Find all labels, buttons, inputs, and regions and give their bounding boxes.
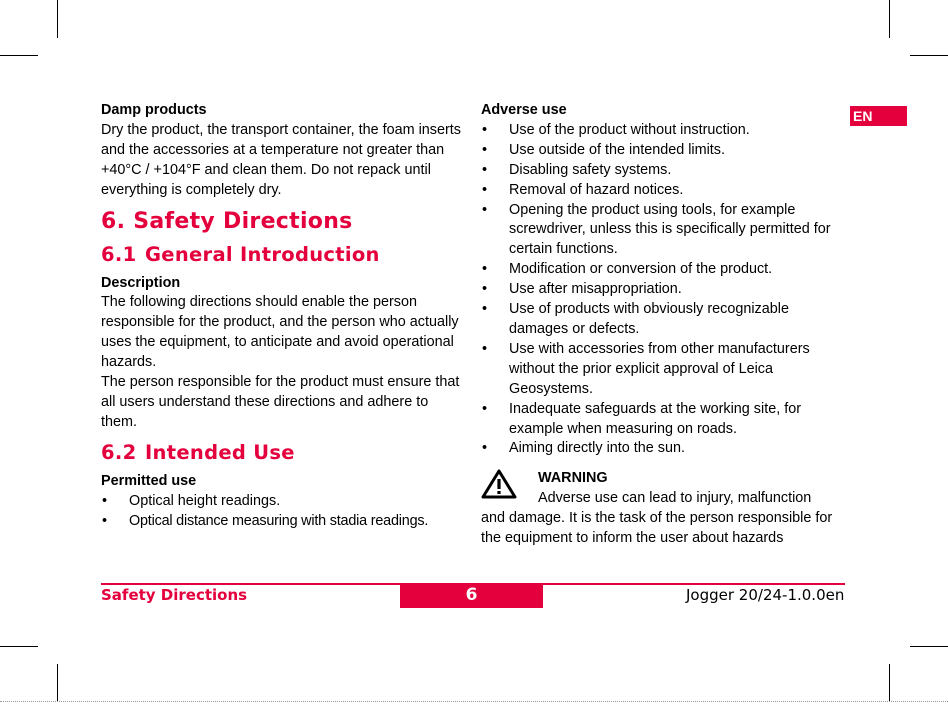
crop-mark: [910, 55, 948, 56]
description-heading: Description: [101, 274, 181, 291]
list-item: • Aiming directly into the sun.: [481, 439, 843, 459]
list-item: • Use of the product without instruction.: [481, 121, 843, 141]
left-column: [101, 101, 463, 532]
crop-mark: [57, 0, 58, 38]
bullet: •: [482, 301, 488, 318]
permitted-heading: Permitted use: [101, 472, 197, 489]
bullet: •: [482, 400, 488, 417]
bullet: •: [482, 121, 488, 138]
language-tab: EN: [850, 106, 907, 126]
permitted-list: [101, 492, 463, 532]
list-item: • Use after misappropriation.: [481, 280, 843, 300]
list-item: • Modification or conversion of the product.: [481, 260, 843, 280]
warning-label: WARNING: [538, 470, 608, 487]
right-column: [481, 101, 843, 549]
section-title-text: General Introduction: [145, 242, 380, 266]
list-item: • Optical height readings.: [101, 492, 463, 512]
section-title-text: Intended Use: [145, 440, 295, 464]
chapter-title: 6. Safety Directions: [101, 208, 353, 234]
list-item: • Opening the product using tools, for example screwdriver, unless this is specifically permitted for certain functions.: [482, 201, 831, 258]
section-number: 6.2: [101, 440, 137, 464]
bullet: •: [482, 340, 488, 357]
bullet: •: [482, 440, 488, 457]
footer-doc-id: Jogger 20/24-1.0.0en: [686, 586, 845, 604]
bullet: •: [102, 492, 108, 509]
bullet: •: [482, 201, 488, 218]
list-item: • Inadequate safeguards at the working site, for example when measuring on roads.: [482, 400, 801, 437]
crop-mark: [910, 646, 948, 647]
crop-mark: [889, 664, 890, 702]
warning-block: [481, 469, 843, 549]
list-item: • Removal of hazard notices.: [481, 181, 843, 201]
warning-triangle-icon: [481, 469, 517, 499]
list-item: • Use of products with obviously recognizable damages or defects.: [482, 301, 789, 337]
list-item: • Optical distance measuring with stadia readings.: [101, 512, 463, 532]
bullet: •: [482, 261, 488, 278]
bullet: •: [482, 141, 488, 158]
list-item: • Disabling safety systems.: [481, 161, 843, 181]
page-edge: [0, 701, 948, 702]
bullet: •: [102, 512, 107, 529]
footer-section-title: Safety Directions: [101, 586, 248, 604]
damp-text: Dry the product, the transport container, the foam inserts and the accessories at a temperature not greater than +40°C / +104°F and clean them. Do not repack until everything is completely dry.: [101, 121, 461, 198]
page-number: 6: [400, 584, 543, 608]
warning-text-line1: Adverse use can lead to injury, malfunction: [538, 490, 812, 507]
crop-mark: [0, 646, 38, 647]
section-6-2-title: [101, 440, 463, 466]
adverse-heading: Adverse use: [481, 102, 567, 118]
section-number: 6.1: [101, 242, 137, 266]
bullet: •: [482, 281, 488, 298]
description-paragraph: The following directions should enable the person responsible for the product, and the person who actually uses the equipment, to anticipate and avoid operational hazards.: [101, 294, 459, 371]
adverse-list: [481, 121, 843, 459]
bullet: •: [482, 181, 488, 198]
warning-text: and damage. It is the task of the person responsible for the equipment to inform the user about hazards: [481, 510, 833, 547]
list-item: • Use outside of the intended limits.: [481, 141, 843, 161]
section-6-1-title: [101, 242, 463, 268]
crop-mark: [0, 55, 38, 56]
damp-heading: Damp products: [101, 102, 207, 118]
description-paragraph: The person responsible for the product must ensure that all users understand these directions and adhere to them.: [101, 374, 460, 430]
crop-mark: [889, 0, 890, 38]
list-item: • Use with accessories from other manufacturers without the prior explicit approval of Leica Geosystems.: [482, 340, 810, 397]
bullet: •: [482, 161, 488, 178]
crop-mark: [57, 664, 58, 702]
